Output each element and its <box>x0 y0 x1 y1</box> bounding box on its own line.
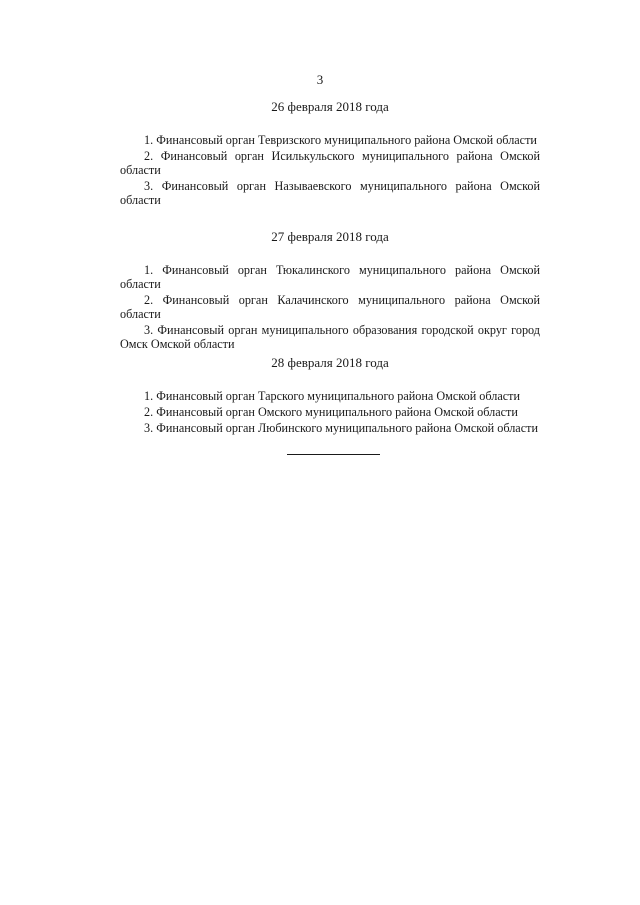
section-date: 27 февраля 2018 года <box>271 229 389 244</box>
list-item <box>120 179 540 207</box>
item-text: Финансовый орган Тарского муниципального района Омской области <box>156 389 521 403</box>
item-number: 1. <box>144 389 154 403</box>
item-text: Финансовый орган Называевского муниципального района Омской области <box>120 179 541 207</box>
page-number: 3 <box>316 72 324 87</box>
list-item <box>120 293 540 321</box>
item-number: 1. <box>144 133 154 147</box>
item-text: Финансовый орган Калачинского муниципального района Омской области <box>120 293 540 321</box>
item-number: 3. <box>144 179 154 193</box>
item-number: 2. <box>144 293 154 307</box>
list-item <box>120 149 540 177</box>
item-number: 3. <box>144 421 154 435</box>
item-number: 3. <box>144 323 154 337</box>
schedule-section-feb-28 <box>120 355 540 437</box>
list-item <box>120 421 540 435</box>
item-number: 2. <box>144 149 154 163</box>
list-item <box>120 263 540 291</box>
item-text: Финансовый орган Тюкалинского муниципального района Омской области <box>120 263 540 291</box>
item-text: Финансовый орган Омского муниципального района Омской области <box>156 405 518 419</box>
end-of-document-rule <box>287 454 380 455</box>
section-date: 26 февраля 2018 года <box>271 99 389 114</box>
item-text: Финансовый орган муниципального образования городской округ город Омск Омской области <box>120 323 541 351</box>
schedule-section-feb-27 <box>120 229 540 353</box>
item-number: 1. <box>144 263 154 277</box>
list-item <box>120 133 540 147</box>
list-item <box>120 389 540 403</box>
item-number: 2. <box>144 405 154 419</box>
schedule-section-feb-26 <box>120 99 540 209</box>
section-date: 28 февраля 2018 года <box>271 355 389 370</box>
list-item <box>120 405 540 419</box>
item-text: Финансовый орган Исилькульского муниципального района Омской области <box>120 149 540 177</box>
item-text: Финансовый орган Любинского муниципального района Омской области <box>156 421 538 435</box>
item-text: Финансовый орган Тевризского муниципального района Омской области <box>156 133 537 147</box>
list-item <box>120 323 540 351</box>
